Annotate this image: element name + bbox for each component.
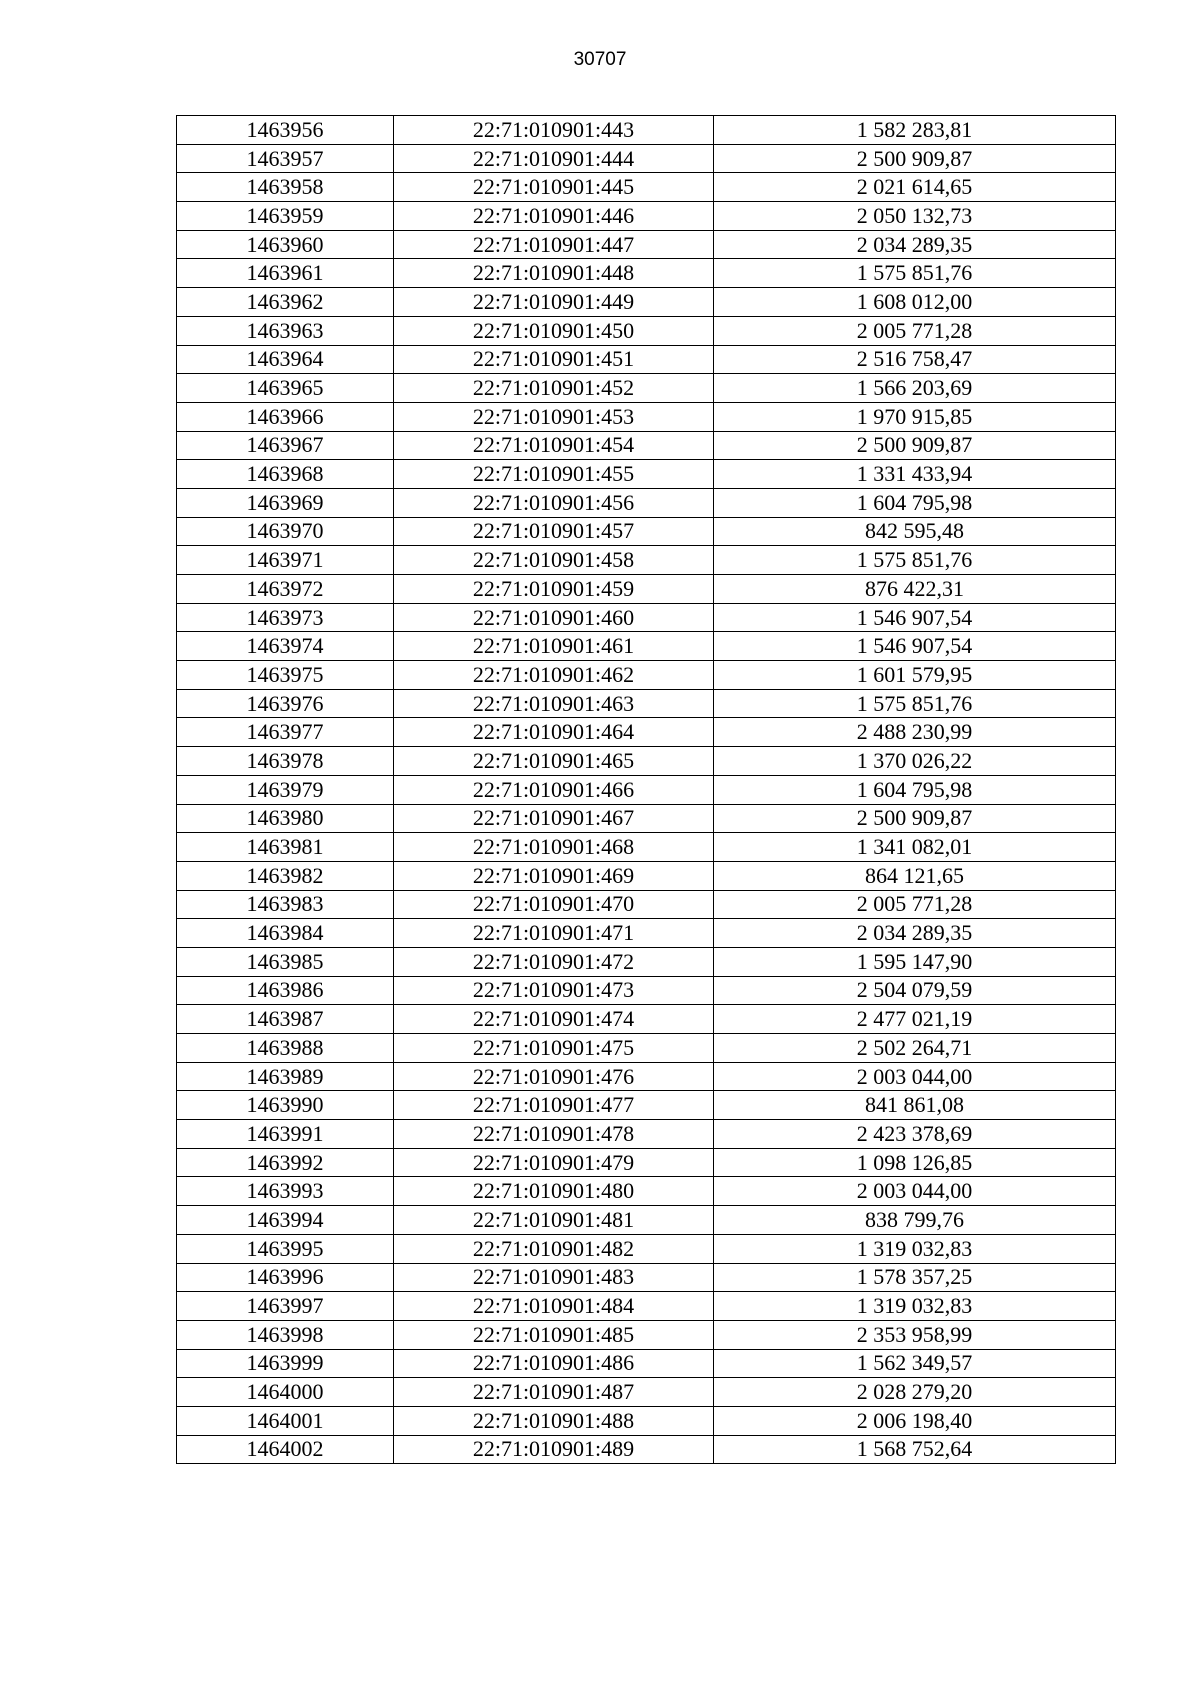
page-number: 30707 (573, 49, 627, 70)
table-row (177, 374, 1116, 403)
row-number-cell: 1463974 (177, 632, 394, 661)
value-cell: 1 582 283,81 (714, 116, 1116, 145)
row-number-cell: 1463978 (177, 747, 394, 776)
row-number-cell: 1463988 (177, 1034, 394, 1063)
table-row (177, 661, 1116, 690)
value-cell: 2 500 909,87 (714, 431, 1116, 460)
row-number-cell: 1463982 (177, 861, 394, 890)
table-row (177, 804, 1116, 833)
table-row (177, 1206, 1116, 1235)
cadastral-number-cell: 22:71:010901:469 (394, 861, 714, 890)
row-number-cell: 1463965 (177, 374, 394, 403)
cadastral-number-cell: 22:71:010901:476 (394, 1062, 714, 1091)
table-row (177, 575, 1116, 604)
value-cell: 1 608 012,00 (714, 288, 1116, 317)
row-number-cell: 1463956 (177, 116, 394, 145)
table-row (177, 1234, 1116, 1263)
table-row (177, 144, 1116, 173)
cadastral-number-cell: 22:71:010901:459 (394, 575, 714, 604)
table-row (177, 689, 1116, 718)
table-row (177, 345, 1116, 374)
row-number-cell: 1463986 (177, 976, 394, 1005)
table-row (177, 202, 1116, 231)
cadastral-number-cell: 22:71:010901:462 (394, 661, 714, 690)
row-number-cell: 1463999 (177, 1349, 394, 1378)
row-number-cell: 1463996 (177, 1263, 394, 1292)
value-cell: 1 546 907,54 (714, 603, 1116, 632)
row-number-cell: 1463972 (177, 575, 394, 604)
value-cell: 1 970 915,85 (714, 402, 1116, 431)
table-row (177, 890, 1116, 919)
row-number-cell: 1463973 (177, 603, 394, 632)
value-cell: 2 005 771,28 (714, 316, 1116, 345)
row-number-cell: 1463981 (177, 833, 394, 862)
table-row (177, 1406, 1116, 1435)
cadastral-number-cell: 22:71:010901:451 (394, 345, 714, 374)
table-row (177, 919, 1116, 948)
row-number-cell: 1463987 (177, 1005, 394, 1034)
table-row (177, 1091, 1116, 1120)
table-row (177, 1034, 1116, 1063)
table-row (177, 116, 1116, 145)
cadastral-number-cell: 22:71:010901:460 (394, 603, 714, 632)
cadastral-number-cell: 22:71:010901:482 (394, 1234, 714, 1263)
cadastral-number-cell: 22:71:010901:446 (394, 202, 714, 231)
row-number-cell: 1463969 (177, 488, 394, 517)
cadastral-number-cell: 22:71:010901:457 (394, 517, 714, 546)
value-cell: 1 575 851,76 (714, 546, 1116, 575)
value-cell: 1 319 032,83 (714, 1292, 1116, 1321)
value-cell: 876 422,31 (714, 575, 1116, 604)
value-cell: 2 034 289,35 (714, 230, 1116, 259)
value-cell: 841 861,08 (714, 1091, 1116, 1120)
row-number-cell: 1463992 (177, 1148, 394, 1177)
row-number-cell: 1463985 (177, 947, 394, 976)
cadastral-number-cell: 22:71:010901:471 (394, 919, 714, 948)
table-row (177, 775, 1116, 804)
value-cell: 2 502 264,71 (714, 1034, 1116, 1063)
row-number-cell: 1464001 (177, 1406, 394, 1435)
value-cell: 2 021 614,65 (714, 173, 1116, 202)
value-cell: 1 098 126,85 (714, 1148, 1116, 1177)
cadastral-number-cell: 22:71:010901:489 (394, 1435, 714, 1464)
table-row (177, 747, 1116, 776)
cadastral-number-cell: 22:71:010901:449 (394, 288, 714, 317)
cadastral-number-cell: 22:71:010901:470 (394, 890, 714, 919)
cadastral-number-cell: 22:71:010901:485 (394, 1320, 714, 1349)
table-row (177, 546, 1116, 575)
table-row (177, 259, 1116, 288)
cadastral-number-cell: 22:71:010901:461 (394, 632, 714, 661)
value-cell: 2 005 771,28 (714, 890, 1116, 919)
row-number-cell: 1463998 (177, 1320, 394, 1349)
row-number-cell: 1463983 (177, 890, 394, 919)
table-row (177, 718, 1116, 747)
cadastral-number-cell: 22:71:010901:464 (394, 718, 714, 747)
cadastral-number-cell: 22:71:010901:484 (394, 1292, 714, 1321)
value-cell: 1 331 433,94 (714, 460, 1116, 489)
row-number-cell: 1463966 (177, 402, 394, 431)
value-cell: 864 121,65 (714, 861, 1116, 890)
value-cell: 1 575 851,76 (714, 689, 1116, 718)
value-cell: 1 566 203,69 (714, 374, 1116, 403)
cadastral-number-cell: 22:71:010901:466 (394, 775, 714, 804)
row-number-cell: 1463958 (177, 173, 394, 202)
table-row (177, 173, 1116, 202)
value-cell: 2 500 909,87 (714, 144, 1116, 173)
table-row (177, 517, 1116, 546)
row-number-cell: 1464002 (177, 1435, 394, 1464)
cadastral-number-cell: 22:71:010901:481 (394, 1206, 714, 1235)
register-table (176, 115, 1116, 1464)
value-cell: 2 516 758,47 (714, 345, 1116, 374)
cadastral-number-cell: 22:71:010901:458 (394, 546, 714, 575)
cadastral-number-cell: 22:71:010901:472 (394, 947, 714, 976)
table-row (177, 1320, 1116, 1349)
cadastral-number-cell: 22:71:010901:473 (394, 976, 714, 1005)
value-cell: 1 319 032,83 (714, 1234, 1116, 1263)
table-row (177, 1435, 1116, 1464)
table-row (177, 947, 1116, 976)
row-number-cell: 1463977 (177, 718, 394, 747)
table-row (177, 1263, 1116, 1292)
row-number-cell: 1463989 (177, 1062, 394, 1091)
table-row (177, 316, 1116, 345)
table-row (177, 632, 1116, 661)
cadastral-number-cell: 22:71:010901:474 (394, 1005, 714, 1034)
table-row (177, 1062, 1116, 1091)
row-number-cell: 1463968 (177, 460, 394, 489)
value-cell: 838 799,76 (714, 1206, 1116, 1235)
table-row (177, 1292, 1116, 1321)
table-row (177, 1148, 1116, 1177)
cadastral-number-cell: 22:71:010901:455 (394, 460, 714, 489)
row-number-cell: 1463957 (177, 144, 394, 173)
cadastral-number-cell: 22:71:010901:443 (394, 116, 714, 145)
cadastral-number-cell: 22:71:010901:479 (394, 1148, 714, 1177)
value-cell: 1 562 349,57 (714, 1349, 1116, 1378)
row-number-cell: 1463979 (177, 775, 394, 804)
value-cell: 1 341 082,01 (714, 833, 1116, 862)
table-row (177, 488, 1116, 517)
row-number-cell: 1463975 (177, 661, 394, 690)
value-cell: 2 003 044,00 (714, 1177, 1116, 1206)
cadastral-number-cell: 22:71:010901:467 (394, 804, 714, 833)
row-number-cell: 1463963 (177, 316, 394, 345)
value-cell: 2 006 198,40 (714, 1406, 1116, 1435)
value-cell: 2 477 021,19 (714, 1005, 1116, 1034)
row-number-cell: 1463984 (177, 919, 394, 948)
row-number-cell: 1463991 (177, 1120, 394, 1149)
table-row (177, 861, 1116, 890)
value-cell: 2 500 909,87 (714, 804, 1116, 833)
row-number-cell: 1463994 (177, 1206, 394, 1235)
value-cell: 2 504 079,59 (714, 976, 1116, 1005)
value-cell: 1 370 026,22 (714, 747, 1116, 776)
table-row (177, 431, 1116, 460)
table-row (177, 976, 1116, 1005)
value-cell: 1 575 851,76 (714, 259, 1116, 288)
cadastral-number-cell: 22:71:010901:450 (394, 316, 714, 345)
table-row (177, 402, 1116, 431)
row-number-cell: 1463970 (177, 517, 394, 546)
row-number-cell: 1463959 (177, 202, 394, 231)
cadastral-number-cell: 22:71:010901:465 (394, 747, 714, 776)
table-row (177, 230, 1116, 259)
value-cell: 2 423 378,69 (714, 1120, 1116, 1149)
cadastral-number-cell: 22:71:010901:447 (394, 230, 714, 259)
cadastral-number-cell: 22:71:010901:456 (394, 488, 714, 517)
row-number-cell: 1463961 (177, 259, 394, 288)
value-cell: 1 595 147,90 (714, 947, 1116, 976)
table-row (177, 1005, 1116, 1034)
row-number-cell: 1463993 (177, 1177, 394, 1206)
value-cell: 2 353 958,99 (714, 1320, 1116, 1349)
row-number-cell: 1464000 (177, 1378, 394, 1407)
row-number-cell: 1463967 (177, 431, 394, 460)
row-number-cell: 1463964 (177, 345, 394, 374)
cadastral-number-cell: 22:71:010901:478 (394, 1120, 714, 1149)
value-cell: 1 546 907,54 (714, 632, 1116, 661)
table-row (177, 833, 1116, 862)
row-number-cell: 1463960 (177, 230, 394, 259)
cadastral-number-cell: 22:71:010901:477 (394, 1091, 714, 1120)
value-cell: 1 604 795,98 (714, 488, 1116, 517)
cadastral-number-cell: 22:71:010901:448 (394, 259, 714, 288)
value-cell: 2 488 230,99 (714, 718, 1116, 747)
value-cell: 2 034 289,35 (714, 919, 1116, 948)
cadastral-number-cell: 22:71:010901:480 (394, 1177, 714, 1206)
cadastral-number-cell: 22:71:010901:468 (394, 833, 714, 862)
value-cell: 842 595,48 (714, 517, 1116, 546)
value-cell: 2 028 279,20 (714, 1378, 1116, 1407)
table-row (177, 1120, 1116, 1149)
cadastral-number-cell: 22:71:010901:445 (394, 173, 714, 202)
cadastral-number-cell: 22:71:010901:488 (394, 1406, 714, 1435)
cadastral-number-cell: 22:71:010901:483 (394, 1263, 714, 1292)
value-cell: 1 578 357,25 (714, 1263, 1116, 1292)
table-row (177, 1349, 1116, 1378)
cadastral-number-cell: 22:71:010901:452 (394, 374, 714, 403)
register-table-body (177, 116, 1116, 1464)
table-row (177, 288, 1116, 317)
value-cell: 2 050 132,73 (714, 202, 1116, 231)
table-row (177, 1177, 1116, 1206)
row-number-cell: 1463995 (177, 1234, 394, 1263)
cadastral-number-cell: 22:71:010901:463 (394, 689, 714, 718)
table-row (177, 603, 1116, 632)
value-cell: 2 003 044,00 (714, 1062, 1116, 1091)
row-number-cell: 1463997 (177, 1292, 394, 1321)
row-number-cell: 1463990 (177, 1091, 394, 1120)
row-number-cell: 1463976 (177, 689, 394, 718)
table-row (177, 1378, 1116, 1407)
row-number-cell: 1463971 (177, 546, 394, 575)
cadastral-number-cell: 22:71:010901:454 (394, 431, 714, 460)
table-row (177, 460, 1116, 489)
cadastral-number-cell: 22:71:010901:475 (394, 1034, 714, 1063)
row-number-cell: 1463962 (177, 288, 394, 317)
cadastral-number-cell: 22:71:010901:486 (394, 1349, 714, 1378)
cadastral-number-cell: 22:71:010901:453 (394, 402, 714, 431)
value-cell: 1 568 752,64 (714, 1435, 1116, 1464)
cadastral-number-cell: 22:71:010901:487 (394, 1378, 714, 1407)
value-cell: 1 604 795,98 (714, 775, 1116, 804)
cadastral-number-cell: 22:71:010901:444 (394, 144, 714, 173)
value-cell: 1 601 579,95 (714, 661, 1116, 690)
row-number-cell: 1463980 (177, 804, 394, 833)
